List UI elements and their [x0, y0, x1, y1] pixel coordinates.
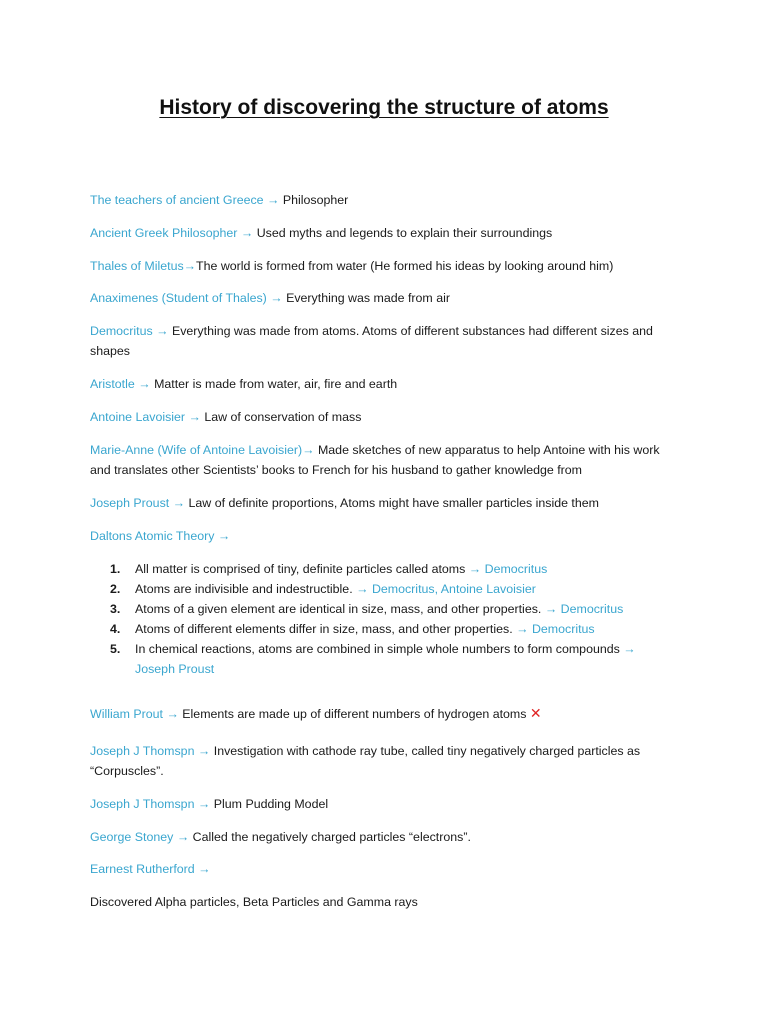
entry-term: Daltons Atomic Theory: [90, 529, 215, 543]
arrow-icon: →: [197, 744, 211, 758]
entry-joseph-j-thomspn-plum-pudding: [90, 794, 680, 814]
list-item: [110, 579, 670, 599]
entry-term: George Stoney: [90, 830, 174, 844]
list-item-text: Atoms of different elements differ in size, mass, and other properties.: [135, 622, 513, 636]
list-item: [110, 619, 670, 639]
entry-term: The teachers of ancient Greece: [90, 193, 264, 207]
arrow-icon: →: [270, 291, 283, 305]
arrow-icon: →: [188, 410, 201, 424]
list-item-reference: Democritus, Antoine Lavoisier: [371, 582, 536, 596]
entry-term: Thales of Miletus: [90, 259, 184, 273]
entry-description: Everything was made from atoms. Atoms of different substances had different sizes and shapes: [90, 324, 653, 358]
entry-term: Anaximenes (Student of Thales): [90, 291, 267, 305]
list-item-reference: Democritus: [484, 562, 548, 576]
entry-description: The world is formed from water (He formed his ideas by looking around him): [196, 259, 614, 273]
entry-description: Plum Pudding Model: [213, 797, 329, 811]
entry-george-stoney: [90, 827, 680, 847]
arrow-icon: →: [544, 602, 558, 616]
entry-earnest-rutherford: [90, 859, 680, 879]
arrow-icon: →: [623, 642, 636, 656]
entry-term: Aristotle: [90, 377, 135, 391]
arrow-icon: →: [172, 496, 186, 510]
red-cross-icon: ✕: [529, 705, 542, 721]
list-item-text: All matter is comprised of tiny, definite particles called atoms: [135, 562, 466, 576]
list-item: [110, 599, 670, 619]
list-item-reference: Joseph Proust: [135, 662, 215, 676]
entry-term: William Prout: [90, 707, 163, 721]
arrow-icon: →: [240, 226, 254, 240]
arrow-icon: →: [516, 622, 529, 636]
entry-description: Law of definite proportions, Atoms might have smaller particles inside them: [188, 496, 599, 510]
rutherford-discovery-text: [90, 892, 680, 912]
entry-joseph-proust: [90, 493, 680, 513]
arrow-icon: →: [176, 830, 190, 844]
list-item-text: Atoms are indivisible and indestructible.: [135, 582, 353, 596]
list-number: 3.: [110, 602, 121, 616]
page-title: History of discovering the structure of atoms: [159, 96, 609, 119]
arrow-icon: →: [166, 707, 179, 721]
dalton-theory-list: [110, 559, 670, 679]
final-line-text: Discovered Alpha particles, Beta Particles and Gamma rays: [90, 895, 418, 909]
list-item-text: In chemical reactions, atoms are combined in simple whole numbers to form compounds: [135, 642, 620, 656]
list-item: [110, 639, 670, 679]
entry-term: Marie-Anne (Wife of Antoine Lavoisier): [90, 443, 303, 457]
entry-description: Law of conservation of mass: [204, 410, 362, 424]
list-number: 4.: [110, 622, 121, 636]
list-number: 2.: [110, 582, 121, 596]
entry-description: Called the negatively charged particles “electrons”.: [192, 830, 471, 844]
entry-description: Everything was made from air: [286, 291, 450, 305]
list-item-reference: Democritus: [560, 602, 624, 616]
entry-description: Elements are made up of different numbers of hydrogen atoms: [182, 707, 527, 721]
arrow-icon: →: [302, 443, 315, 457]
list-item-reference: Democritus: [531, 622, 595, 636]
entry-democritus: [90, 321, 680, 361]
entry-description: Investigation with cathode ray tube, called tiny negatively charged particles as “Corpuscles”.: [90, 744, 641, 778]
list-number: 5.: [110, 642, 121, 656]
entry-aristotle: [90, 374, 680, 394]
entry-marie-anne: [90, 440, 680, 480]
entry-thales-of-miletus: [90, 256, 680, 276]
entry-teachers-ancient-greece: [90, 190, 680, 210]
entry-daltons-atomic-theory: [90, 526, 680, 546]
entry-term: Ancient Greek Philosopher: [90, 226, 238, 240]
list-number: 1.: [110, 562, 121, 576]
entry-term: Joseph Proust: [90, 496, 170, 510]
arrow-icon: →: [156, 324, 169, 338]
entry-term: Democritus: [90, 324, 153, 338]
entry-description: Philosopher: [282, 193, 349, 207]
entry-antoine-lavoisier: [90, 407, 680, 427]
arrow-icon: →: [197, 797, 211, 811]
arrow-icon: →: [468, 562, 482, 576]
arrow-icon: →: [138, 377, 151, 391]
entry-term: Earnest Rutherford: [90, 862, 195, 876]
arrow-icon: →: [198, 862, 211, 876]
list-item: [110, 559, 670, 579]
arrow-icon: →: [183, 259, 197, 273]
entry-ancient-greek-philosopher: [90, 223, 680, 243]
entry-description: Matter is made from water, air, fire and earth: [154, 377, 398, 391]
entry-description: Used myths and legends to explain their surroundings: [256, 226, 553, 240]
entry-term: Antoine Lavoisier: [90, 410, 186, 424]
arrow-icon: →: [217, 529, 231, 543]
arrow-icon: →: [356, 582, 369, 596]
entry-term: Joseph J Thomspn: [90, 744, 195, 758]
entry-description: Made sketches of new apparatus to help Antoine with his work and translates other Scientists’ books to French for his husband to gather knowledge from: [90, 443, 660, 477]
entry-term: Joseph J Thomspn: [90, 797, 195, 811]
entry-joseph-j-thomspn-cathode: [90, 741, 680, 781]
arrow-icon: →: [267, 193, 280, 207]
entry-anaximenes: [90, 288, 680, 308]
list-item-text: Atoms of a given element are identical in size, mass, and other properties.: [135, 602, 542, 616]
entry-william-prout: [90, 703, 680, 724]
